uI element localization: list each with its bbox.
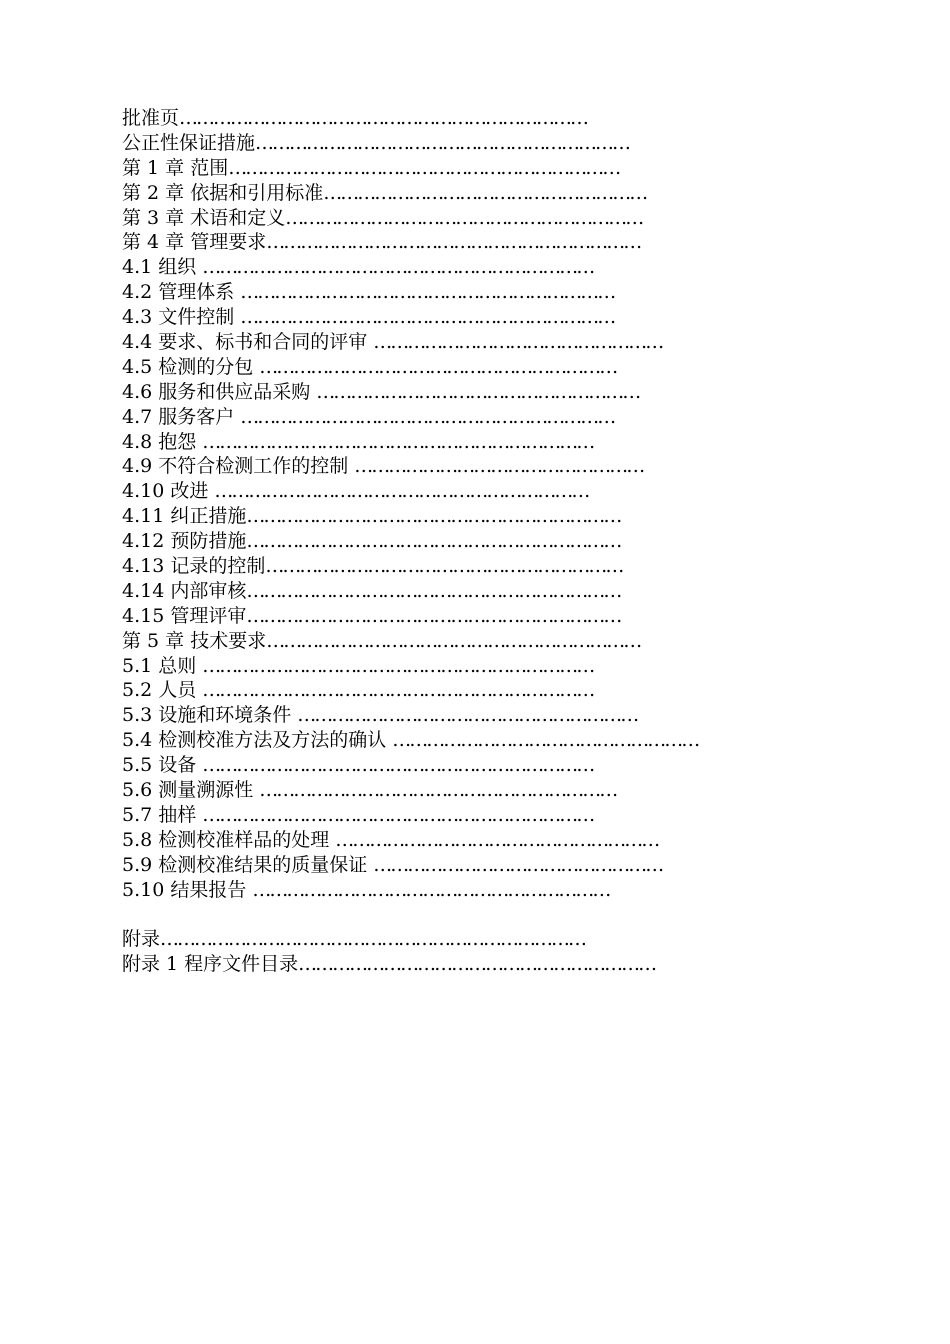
toc-entry-title: 5.2 人员	[122, 679, 203, 702]
toc-leader: …………………………………………………………………	[160, 928, 586, 951]
toc-entry	[122, 853, 698, 878]
toc-leader: …………………………………………………………	[240, 405, 615, 428]
toc-leader: ……………………………………………………………	[202, 754, 594, 777]
toc-leader: ………………………………………………………	[259, 779, 617, 802]
toc-leader: …………………………………………………………	[214, 480, 589, 503]
toc-entry	[122, 255, 698, 280]
table-of-contents	[122, 106, 698, 977]
toc-entry	[122, 380, 698, 405]
toc-leader: …………………………………………………………	[246, 604, 621, 627]
toc-entry-title: 4.10 改进	[122, 480, 215, 503]
toc-entry-title: 5.4 检测校准方法及方法的确认	[122, 729, 393, 752]
toc-entry-title: 第 5 章 技术要求	[122, 629, 267, 652]
toc-entry	[122, 181, 698, 206]
toc-leader: ………………………………………………………	[252, 878, 610, 901]
toc-appendix-entry	[122, 927, 698, 952]
toc-leader: ……………………………………………………………	[202, 256, 594, 279]
toc-leader: …………………………………………………………	[246, 530, 621, 553]
toc-entry	[122, 454, 698, 479]
toc-leader: …………………………………………………………	[255, 131, 630, 154]
toc-entry-title: 4.7 服务客户	[122, 405, 241, 428]
toc-leader: ……………………………………………………	[297, 704, 638, 727]
toc-entry	[122, 106, 698, 131]
toc-entry	[122, 305, 698, 330]
blank-line	[122, 903, 698, 928]
toc-leader: ……………………………………………………………	[202, 654, 594, 677]
toc-leader: ………………………………………………………………	[179, 107, 588, 129]
toc-entry-title: 5.5 设备	[122, 754, 203, 777]
toc-entry-title: 4.6 服务和供应品采购	[122, 380, 317, 403]
toc-leader: ……………………………………………	[373, 853, 663, 876]
toc-leader: ……………………………………………………………	[202, 430, 594, 453]
toc-entry	[122, 828, 698, 853]
toc-entry	[122, 355, 698, 380]
toc-entry	[122, 230, 698, 255]
toc-leader: ………………………………………………………	[265, 555, 623, 578]
toc-entry-title: 4.15 管理评审	[122, 604, 247, 627]
toc-leader: …………………………………………………	[335, 828, 659, 851]
toc-entry-title: 4.13 记录的控制	[122, 555, 266, 578]
toc-entry	[122, 479, 698, 504]
toc-entry	[122, 206, 698, 231]
toc-entry	[122, 629, 698, 654]
toc-entry	[122, 280, 698, 305]
toc-entry-title: 5.1 总则	[122, 654, 203, 677]
toc-entry	[122, 156, 698, 181]
toc-entry	[122, 529, 698, 554]
toc-entry-title: 第 1 章 范围	[122, 156, 229, 179]
toc-leader: ……………………………………………	[354, 455, 644, 478]
toc-entry	[122, 405, 698, 430]
toc-entry	[122, 604, 698, 629]
toc-entry-title: 附录 1 程序文件目录	[122, 953, 299, 976]
toc-leader: ………………………………………………………	[259, 355, 617, 378]
toc-entry-title: 5.9 检测校准结果的质量保证	[122, 853, 374, 876]
toc-leader: …………………………………………………………	[246, 505, 621, 528]
toc-leader: …………………………………………………………	[246, 579, 621, 602]
toc-entry-title: 5.7 抽样	[122, 803, 203, 826]
toc-entry-title: 第 2 章 依据和引用标准	[122, 181, 324, 204]
toc-leader: …………………………………………………………	[240, 306, 615, 329]
toc-leader: ……………………………………………	[373, 331, 663, 354]
toc-entry-title: 5.8 检测校准样品的处理	[122, 828, 336, 851]
toc-leader: …………………………………………………	[323, 181, 647, 204]
toc-entry	[122, 504, 698, 529]
toc-entry	[122, 703, 698, 728]
toc-entry-title: 批准页	[122, 107, 180, 129]
toc-entry-title: 4.2 管理体系	[122, 281, 241, 304]
toc-entry-title: 4.9 不符合检测工作的控制	[122, 455, 355, 478]
toc-entry	[122, 131, 698, 156]
toc-leader: ………………………………………………………	[285, 206, 643, 229]
toc-leader: ………………………………………………………	[298, 953, 656, 976]
toc-entry	[122, 330, 698, 355]
toc-entry-title: 4.5 检测的分包	[122, 355, 260, 378]
toc-entry	[122, 753, 698, 778]
toc-entry-title: 第 3 章 术语和定义	[122, 206, 286, 229]
toc-leader: ……………………………………………………………	[202, 803, 594, 826]
toc-entry-title: 4.12 预防措施	[122, 530, 247, 553]
toc-entry-title: 4.14 内部审核	[122, 579, 247, 602]
toc-entry-title: 附录	[122, 928, 161, 951]
toc-entry	[122, 579, 698, 604]
toc-entry	[122, 878, 698, 903]
toc-entry	[122, 728, 698, 753]
toc-entry	[122, 654, 698, 679]
toc-leader: …………………………………………………………	[266, 629, 641, 652]
toc-entry	[122, 554, 698, 579]
toc-entry-title: 4.4 要求、标书和合同的评审	[122, 331, 374, 354]
toc-entry-title: 4.8 抱怨	[122, 430, 203, 453]
toc-entry-title: 公正性保证措施	[122, 131, 256, 154]
toc-leader: ………………………………………………	[392, 729, 699, 752]
toc-entry-title: 5.6 测量溯源性	[122, 779, 260, 802]
toc-leader: …………………………………………………………	[266, 231, 641, 254]
toc-appendix-entry	[122, 952, 698, 977]
toc-leader: …………………………………………………………	[240, 281, 615, 304]
toc-entry	[122, 803, 698, 828]
toc-leader: ……………………………………………………………	[228, 156, 620, 179]
toc-entry-title: 5.3 设施和环境条件	[122, 704, 298, 727]
toc-entry	[122, 430, 698, 455]
toc-entry-title: 4.11 纠正措施	[122, 505, 247, 528]
toc-entry	[122, 678, 698, 703]
toc-entry-title: 第 4 章 管理要求	[122, 231, 267, 254]
toc-entry-title: 4.3 文件控制	[122, 306, 241, 329]
toc-leader: …………………………………………………	[316, 380, 640, 403]
toc-entry-title: 5.10 结果报告	[122, 878, 253, 901]
toc-leader: ……………………………………………………………	[202, 679, 594, 702]
toc-entry-title: 4.1 组织	[122, 256, 203, 279]
toc-entry	[122, 778, 698, 803]
